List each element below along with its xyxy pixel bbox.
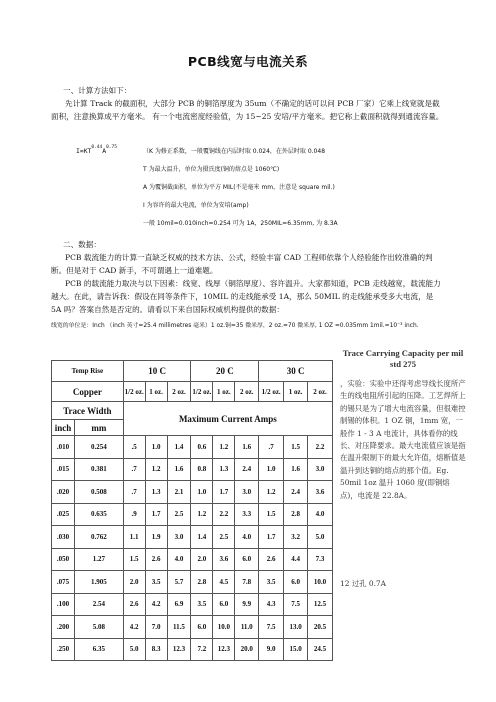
current-cell: 1.7 xyxy=(213,481,235,504)
oz-header: 1/2 oz. xyxy=(259,382,284,402)
current-cell: 1.4 xyxy=(191,526,213,549)
current-cell: 2.4 xyxy=(235,458,259,481)
current-cell: 11.5 xyxy=(167,616,191,639)
current-cell: 2.6 xyxy=(145,548,167,571)
formula-note: A 为覆铜截面积，单位为平方 MIL(不是毫米 mm，注意是 square mil.) xyxy=(143,184,335,191)
oz-header: 1/2 oz. xyxy=(191,382,213,402)
section2-paragraph1: PCB 载流能力的计算一直缺乏权威的技术方法、公式，经验丰富 CAD 工程师依靠个人经验能作出较准确的判断。但是对于 CAD 新手，不可谓遇上一道难题。 xyxy=(51,253,433,275)
current-cell: 7.0 xyxy=(145,616,167,639)
current-cell: 1.6 xyxy=(167,458,191,481)
current-cell: 6.0 xyxy=(213,593,235,616)
current-table xyxy=(51,360,333,661)
current-cell: .9 xyxy=(123,503,145,526)
mm-header: mm xyxy=(74,420,123,436)
current-cell: 1.2 xyxy=(145,458,167,481)
current-cell: 1.5 xyxy=(284,436,308,459)
oz-header: 2 oz. xyxy=(308,382,333,402)
width-inch-cell: .050 xyxy=(52,548,75,571)
formula-lhs: I=KT xyxy=(76,147,92,155)
current-cell: 3.0 xyxy=(235,481,259,504)
current-cell: 9.9 xyxy=(235,593,259,616)
current-cell: 2.0 xyxy=(191,548,213,571)
oz-header: 2 oz. xyxy=(167,382,191,402)
current-cell: 7.3 xyxy=(308,548,333,571)
oz-header: 1 oz. xyxy=(284,382,308,402)
current-cell: 3.0 xyxy=(167,526,191,549)
current-cell: 3.6 xyxy=(213,548,235,571)
current-cell: 2.2 xyxy=(213,503,235,526)
current-cell: .7 xyxy=(123,458,145,481)
current-cell: 4.2 xyxy=(123,616,145,639)
width-mm-cell: 6.35 xyxy=(74,638,123,661)
temp-10c-header: 10 C xyxy=(123,361,191,382)
current-cell: 6.0 xyxy=(235,548,259,571)
width-inch-cell: .010 xyxy=(52,436,75,459)
current-cell: 7.8 xyxy=(235,571,259,594)
current-cell: 2.0 xyxy=(123,571,145,594)
current-cell: 3.0 xyxy=(308,458,333,481)
formula-exp1: 0.44 xyxy=(91,145,103,150)
current-cell: 1.6 xyxy=(284,458,308,481)
current-cell: 10.0 xyxy=(213,616,235,639)
current-cell: 1.4 xyxy=(167,436,191,459)
temp-rise-header: Temp Rise xyxy=(52,361,124,382)
width-mm-cell: 1.27 xyxy=(74,548,123,571)
width-inch-cell: .075 xyxy=(52,571,75,594)
current-cell: 9.0 xyxy=(259,638,284,661)
width-inch-cell: .250 xyxy=(52,638,75,661)
current-cell: 1.0 xyxy=(191,481,213,504)
current-cell: 12.3 xyxy=(213,638,235,661)
current-cell: 1.1 xyxy=(123,526,145,549)
width-inch-cell: .020 xyxy=(52,481,75,504)
formula-note: 一般 10mil=0.010inch=0.254 可为 1A，250MIL=6.35mm, 为 8.3A xyxy=(143,220,338,227)
width-mm-cell: 0.254 xyxy=(74,436,123,459)
section2-paragraph2: PCB 的载流能力取决与以下因素：线宽、线厚（铜箔厚度）、容许温升。大家都知道，PCB 走线越宽，载流能力越大。在此，请告诉我：假设在同等条件下，10MIL 的走线能承受 1A，那么 50MIL 的走线能承受多大电流，是 5A 吗？答案自然是否定的。请看以下来自国际权威机构提供的数据： xyxy=(51,279,441,314)
current-cell: .7 xyxy=(259,436,284,459)
table-row xyxy=(52,526,333,549)
current-cell: 2.5 xyxy=(167,503,191,526)
current-cell: 24.5 xyxy=(308,638,333,661)
current-cell: 7.5 xyxy=(259,616,284,639)
section2-heading: 二、数据： xyxy=(63,240,101,249)
page-title: PCB线宽与电流关系 xyxy=(187,54,309,69)
current-cell: 8.3 xyxy=(145,638,167,661)
oz-header: 1/2 oz. xyxy=(123,382,145,402)
current-cell: 1.3 xyxy=(213,458,235,481)
table-row xyxy=(52,593,333,616)
units-note: 线宽的单位是：Inch （inch 英寸=25.4 millimetres 毫米）1 oz.铜=35 微米厚，2 oz.=70 微米厚, 1 OZ =0.035mm 1mil.=10⁻³ inch. xyxy=(51,323,419,329)
copper-header: Copper xyxy=(52,382,124,402)
current-cell: 1.2 xyxy=(259,481,284,504)
width-inch-cell: .030 xyxy=(52,526,75,549)
current-cell: .5 xyxy=(123,436,145,459)
current-cell: 2.6 xyxy=(123,593,145,616)
current-cell: 2.2 xyxy=(308,436,333,459)
current-cell: 3.5 xyxy=(191,593,213,616)
temp-20c-header: 20 C xyxy=(191,361,259,382)
section1-paragraph: 先计算 Track 的截面积，大部分 PCB 的铜箔厚度为 35um（不确定的话可以问 PCB 厂家）它乘上线宽就是截面积，注意换算成平方毫米。 有一个电流密度经验值，为 15~25 安培/平方毫米。把它称上截面积就得到通流容量。 xyxy=(51,99,444,121)
width-inch-cell: .025 xyxy=(52,503,75,526)
width-mm-cell: 0.635 xyxy=(74,503,123,526)
current-cell: 10.0 xyxy=(308,571,333,594)
current-cell: 12.3 xyxy=(167,638,191,661)
oz-header: 1 oz. xyxy=(213,382,235,402)
formula xyxy=(76,145,117,155)
current-cell: 1.7 xyxy=(259,526,284,549)
table-row xyxy=(52,503,333,526)
current-cell: 4.2 xyxy=(145,593,167,616)
current-cell: 2.6 xyxy=(259,548,284,571)
current-cell: 6.0 xyxy=(191,616,213,639)
current-cell: 2.4 xyxy=(284,481,308,504)
current-cell: 11.0 xyxy=(235,616,259,639)
formula-mid: A xyxy=(102,147,107,155)
sidebar-note: ，实验：实验中还得考虑导线长度所产生的线电阻所引起的压降。工艺焊所上的锡只是为了增大电流容量，但很难控制锡的体积。1 OZ 铜，1mm 宽，一般作 1 - 3 A 电流计，具体看你的线长、对压降要求。最大电流值应该是指在温升限制下的最大允许值，熔断值是温升到达铜的熔点的那个值。Eg. 50mil 1oz 温升 1060 度(即铜熔点)，电流是 22.8A。 xyxy=(340,379,466,500)
table-row xyxy=(52,458,333,481)
table-row xyxy=(52,638,333,661)
current-cell: 1.6 xyxy=(235,436,259,459)
current-cell: 2.5 xyxy=(213,526,235,549)
current-cell: 15.0 xyxy=(284,638,308,661)
formula-note: （K 为修正系数，一般覆铜线在内层时取 0.024，在外层时取 0.048 xyxy=(143,148,326,155)
current-cell: 20.5 xyxy=(308,616,333,639)
current-cell: 2.8 xyxy=(191,571,213,594)
table-row xyxy=(52,481,333,504)
table-row xyxy=(52,548,333,571)
current-cell: 7.2 xyxy=(191,638,213,661)
current-cell: 6.9 xyxy=(167,593,191,616)
formula-exp2: 0.75 xyxy=(106,145,117,150)
width-mm-cell: 0.381 xyxy=(74,458,123,481)
current-cell: 2.8 xyxy=(284,503,308,526)
current-cell: 1.9 xyxy=(145,526,167,549)
temp-30c-header: 30 C xyxy=(259,361,333,382)
table-row xyxy=(52,616,333,639)
section1-heading: 一、计算方法如下： xyxy=(63,86,132,95)
formula-notes xyxy=(143,143,473,233)
table-row xyxy=(52,436,333,459)
current-cell: 1.5 xyxy=(259,503,284,526)
current-cell: 12.5 xyxy=(308,593,333,616)
current-cell: 3.5 xyxy=(259,571,284,594)
current-cell: 3.3 xyxy=(235,503,259,526)
current-cell: 5.0 xyxy=(308,526,333,549)
formula-note: I 为容许的最大电流，单位为安培(amp) xyxy=(143,202,249,209)
current-cell: 5.7 xyxy=(167,571,191,594)
width-inch-cell: .100 xyxy=(52,593,75,616)
current-cell: 4.0 xyxy=(167,548,191,571)
current-cell: 0.8 xyxy=(191,458,213,481)
current-cell: 1.3 xyxy=(145,481,167,504)
current-cell: 5.0 xyxy=(123,638,145,661)
trace-width-header: Trace Width xyxy=(52,402,124,420)
current-cell: 20.0 xyxy=(235,638,259,661)
width-inch-cell: .015 xyxy=(52,458,75,481)
current-cell: 7.5 xyxy=(284,593,308,616)
max-current-header: Maximum Current Amps xyxy=(123,402,332,436)
table-row xyxy=(52,571,333,594)
current-cell: 4.3 xyxy=(259,593,284,616)
width-mm-cell: 5.08 xyxy=(74,616,123,639)
current-cell: 6.0 xyxy=(284,571,308,594)
width-mm-cell: 0.762 xyxy=(74,526,123,549)
width-inch-cell: .200 xyxy=(52,616,75,639)
current-cell: 1.2 xyxy=(213,436,235,459)
sidebar-heading: Trace Carrying Capacity per mil std 275 xyxy=(342,348,464,369)
current-cell: 4.4 xyxy=(284,548,308,571)
current-cell: 1.0 xyxy=(145,436,167,459)
current-cell: .7 xyxy=(123,481,145,504)
current-cell: 4.5 xyxy=(213,571,235,594)
current-cell: 4.0 xyxy=(308,503,333,526)
current-cell: 3.5 xyxy=(145,571,167,594)
via-note: 12 过孔 0.7A xyxy=(340,579,386,588)
current-cell: 3.2 xyxy=(284,526,308,549)
current-cell: 2.1 xyxy=(167,481,191,504)
current-cell: 1.0 xyxy=(259,458,284,481)
oz-header: 2 oz. xyxy=(235,382,259,402)
current-cell: 13.0 xyxy=(284,616,308,639)
width-mm-cell: 0.508 xyxy=(74,481,123,504)
formula-note: T 为最大温升，单位为摄氏度(铜的熔点是 1060℃) xyxy=(143,166,280,173)
inch-header: inch xyxy=(52,420,75,436)
current-cell: 1.2 xyxy=(191,503,213,526)
current-cell: 1.7 xyxy=(145,503,167,526)
width-mm-cell: 2.54 xyxy=(74,593,123,616)
current-cell: 1.5 xyxy=(123,548,145,571)
oz-header: 1 oz. xyxy=(145,382,167,402)
current-cell: 3.6 xyxy=(308,481,333,504)
width-mm-cell: 1.905 xyxy=(74,571,123,594)
current-cell: 4.0 xyxy=(235,526,259,549)
current-cell: 0.6 xyxy=(191,436,213,459)
